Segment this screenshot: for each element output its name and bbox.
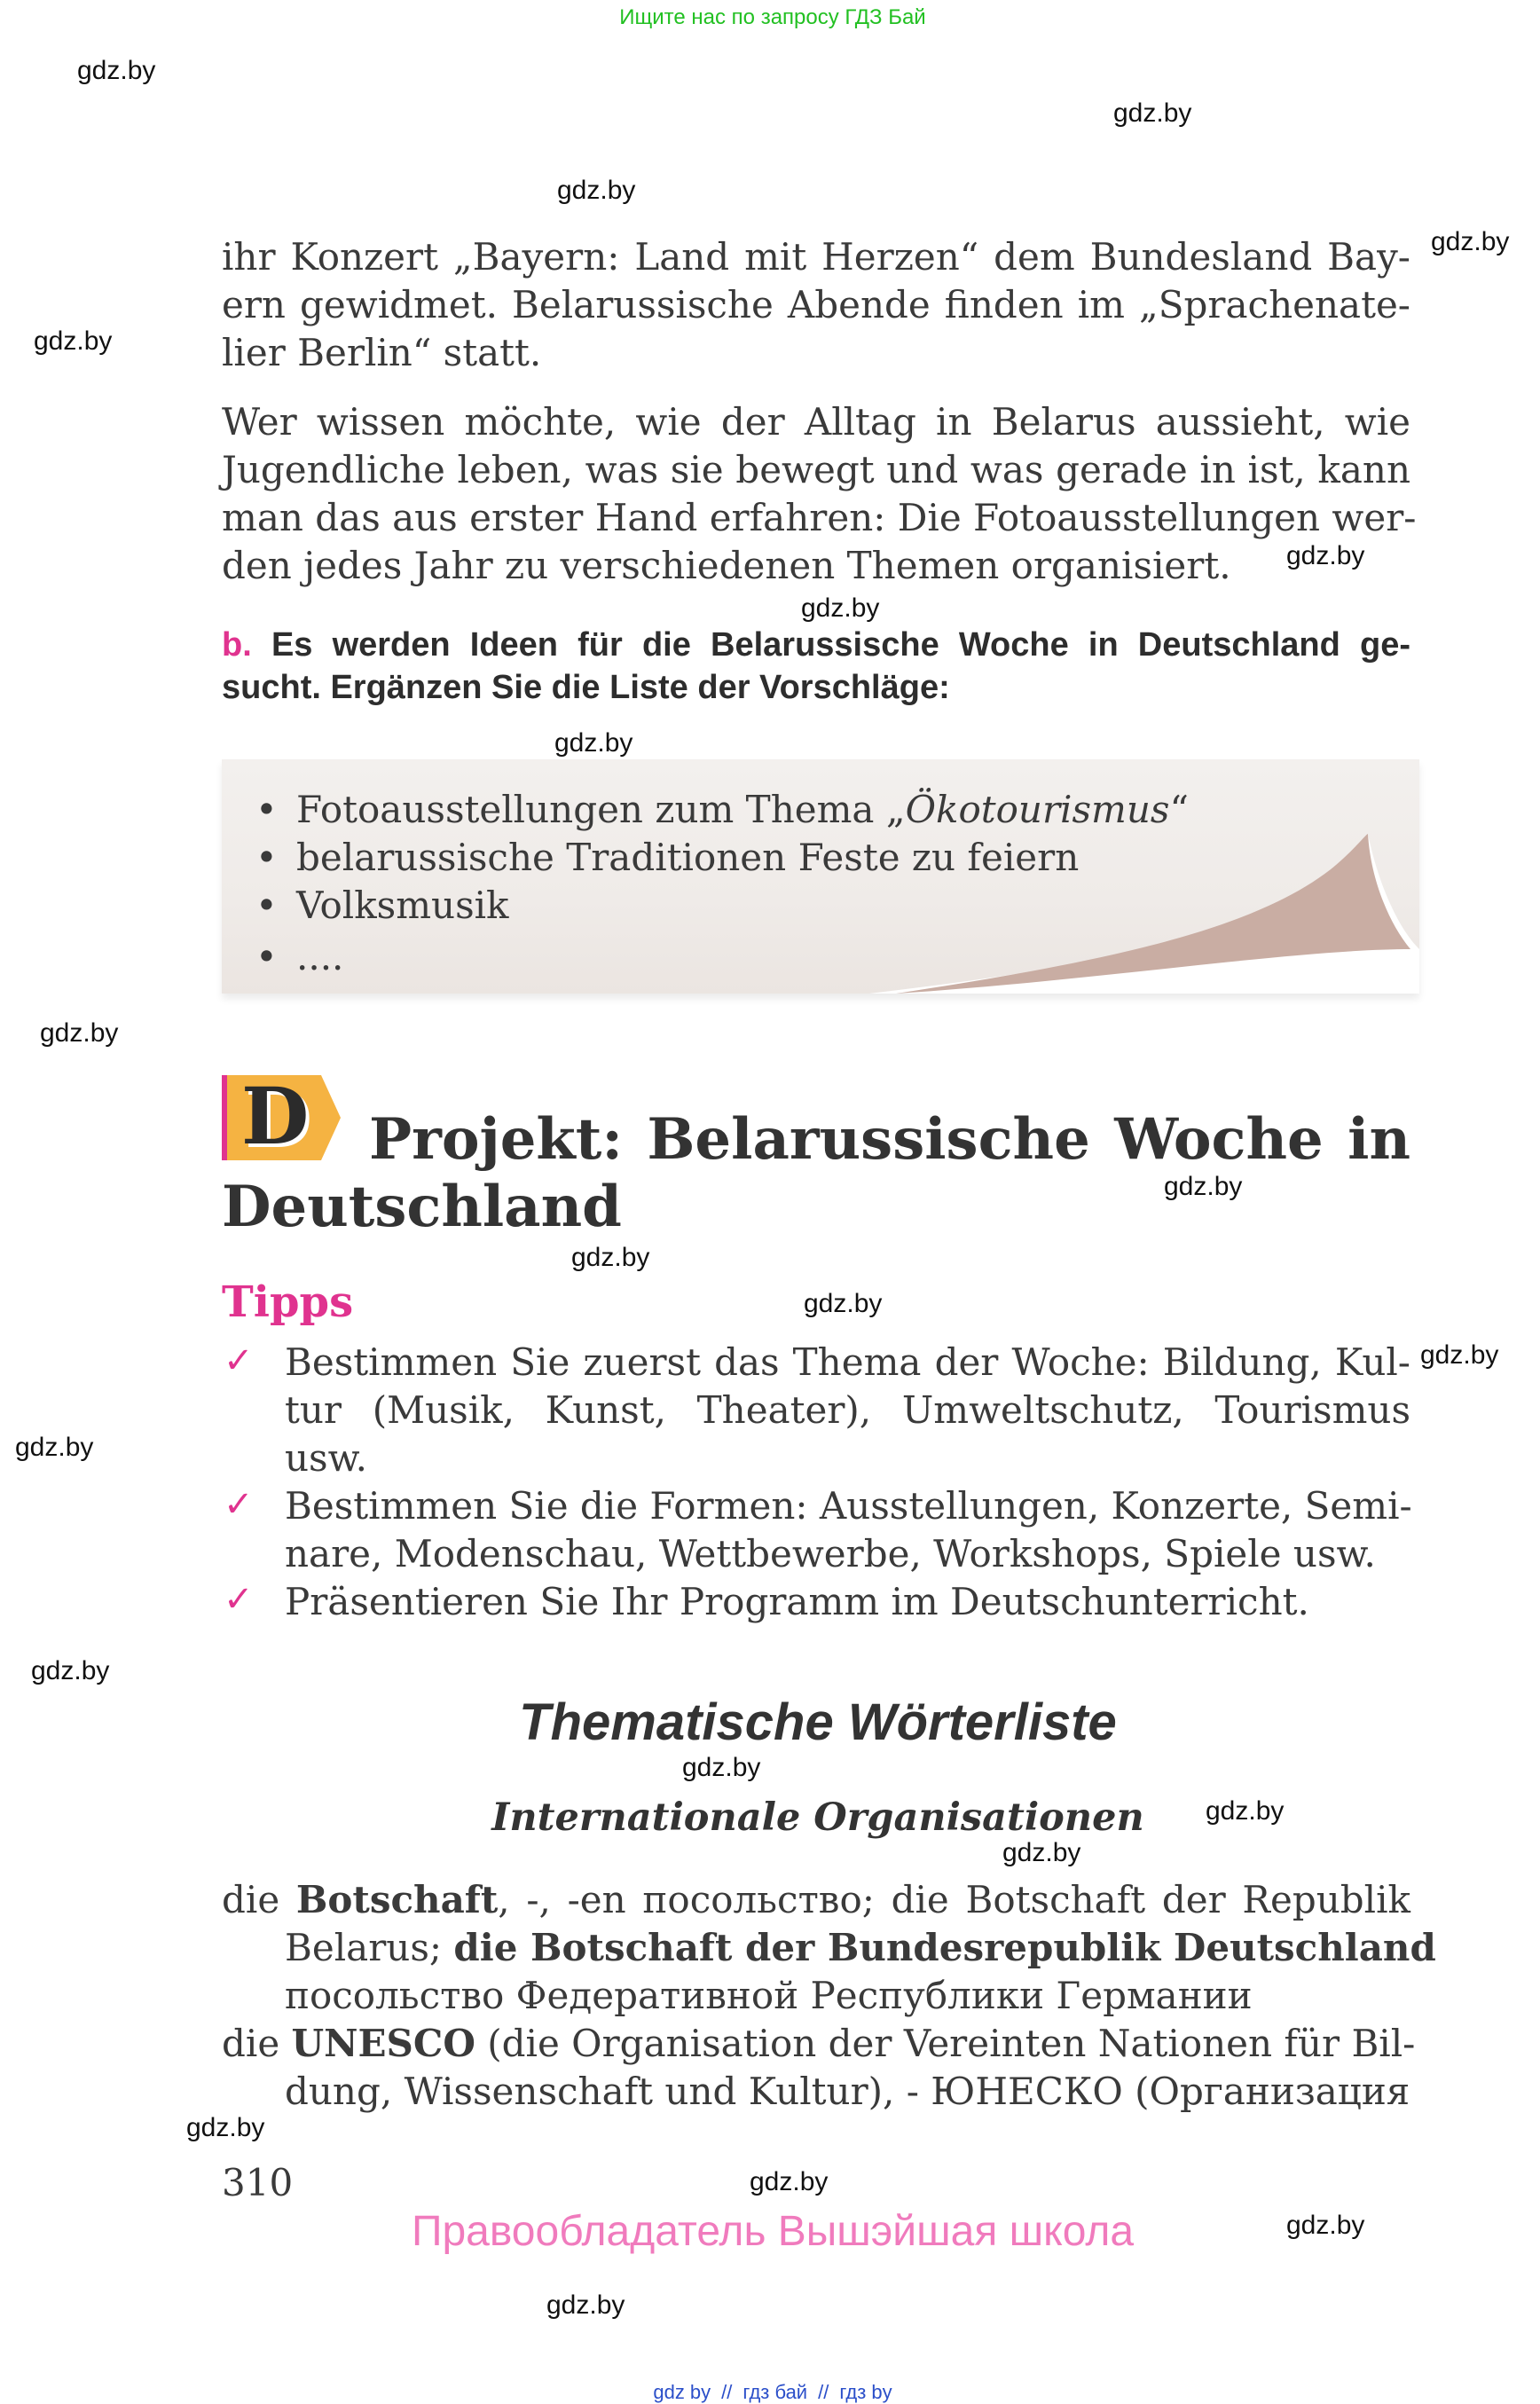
task-letter: b.	[222, 626, 252, 664]
text-segment: lier Berlin“ statt.	[222, 331, 542, 374]
watermark: gdz.by	[34, 326, 113, 356]
watermark: gdz.by	[15, 1433, 94, 1462]
watermark: gdz.by	[1206, 1796, 1285, 1826]
text-line	[285, 1924, 1436, 1972]
task-b-line-2: sucht. Ergänzen Sie die Liste der Vorschläge:	[222, 669, 950, 706]
page-number: 310	[222, 2161, 294, 2204]
text-line	[222, 281, 1410, 329]
suggestion-item: • ....	[255, 935, 344, 978]
text-line	[285, 1482, 1410, 1530]
text-line	[222, 233, 1410, 281]
watermark: gdz.by	[1113, 98, 1192, 128]
watermark: gdz.by	[554, 728, 633, 758]
text-line	[222, 1876, 1410, 1924]
text-segment: man das aus erster Hand erfahren: Die Fotoausstellungen wer-	[222, 496, 1417, 539]
text-segment: Präsentieren Sie Ihr Programm im Deutschunterricht.	[285, 1580, 1309, 1623]
text-line	[285, 1339, 1410, 1387]
text-segment: , -, -en посольство; die Botschaft der Republik	[498, 1878, 1410, 1921]
footer-links	[0, 2381, 1540, 2404]
text-line	[285, 1434, 1410, 1482]
section-title: Projekt: Belarussische Woche in	[369, 1106, 1410, 1173]
text-segment: Belarus;	[285, 1926, 454, 1969]
text-line	[222, 494, 1417, 542]
watermark: gdz.by	[1286, 2211, 1365, 2240]
watermark: gdz.by	[186, 2113, 265, 2142]
text-line	[285, 1530, 1410, 1578]
text-segment: Bestimmen Sie zuerst das Thema der Woche: Bildung, Kul-	[285, 1340, 1410, 1384]
tipps-heading: Tipps	[222, 1277, 354, 1327]
text-segment: dung, Wissenschaft und Kultur), - ЮНЕСКО (Организация	[285, 2070, 1410, 2113]
watermark: gdz.by	[557, 176, 636, 205]
watermark: gdz.by	[1431, 227, 1510, 256]
section-title-line-2: Deutschland	[222, 1174, 622, 1240]
watermark: gdz.by	[682, 1753, 761, 1782]
badge-letter: D	[241, 1070, 310, 1162]
text-line	[285, 1972, 1410, 2020]
watermark: gdz.by	[750, 2167, 829, 2196]
watermark: gdz.by	[1002, 1838, 1081, 1867]
suggestion-item: • Fotoausstellungen zum Thema „Ökotourismus“	[255, 788, 1189, 831]
task-text: Es werden Ideen für die Belarussische Woche in Deutschland ge-	[271, 626, 1410, 664]
search-hint-link[interactable]: Ищите нас по запросу ГДЗ Бай	[619, 5, 926, 29]
suggestion-item: • belarussische Traditionen Feste zu feiern	[255, 836, 1080, 879]
footer-link[interactable]: гдз by	[839, 2381, 892, 2403]
task-b-line-1	[222, 625, 1410, 665]
watermark: gdz.by	[801, 593, 880, 623]
section-d-badge	[222, 1070, 341, 1162]
rights-holder: Правообладатель Вышэйшая школа	[411, 2208, 1135, 2255]
text-line	[222, 542, 1410, 590]
watermark: gdz.by	[804, 1289, 883, 1318]
watermark: gdz.by	[1420, 1340, 1499, 1370]
text-segment: (die Organisation der Vereinten Nationen für Bil-	[475, 2022, 1416, 2065]
wordlist-subtitle: Internationale Organisationen	[491, 1795, 1144, 1840]
headword: UNESCO	[291, 2022, 475, 2065]
watermark: gdz.by	[77, 56, 156, 85]
text-line	[222, 446, 1410, 494]
suggestion-note	[222, 759, 1419, 994]
text-line	[222, 2020, 1416, 2068]
text-line	[285, 1387, 1410, 1434]
watermark: gdz.by	[546, 2290, 625, 2320]
separator: //	[818, 2381, 829, 2403]
text-segment: die	[222, 2022, 292, 2065]
text-line	[285, 1578, 1410, 1626]
text-segment: nare, Modenschau, Wettbewerbe, Workshops, Spiele usw.	[285, 1532, 1376, 1575]
text-segment: Wer wissen möchte, wie der Alltag in Belarus aussieht, wie	[222, 400, 1410, 444]
text-segment: den jedes Jahr zu verschiedenen Themen organisiert.	[222, 544, 1231, 587]
watermark: gdz.by	[31, 1656, 110, 1685]
text-segment: посольство Федеративной Республики Германии	[285, 1974, 1253, 2017]
text-segment: Jugendliche leben, was sie bewegt und was gerade in ist, kann	[222, 448, 1410, 491]
wordlist-title: Thematische Wörterliste	[519, 1693, 1117, 1751]
footer-link[interactable]: гдз бай	[742, 2381, 808, 2403]
text-segment: ern gewidmet. Belarussische Abende finden im „Sprachenate-	[222, 283, 1410, 326]
separator: //	[721, 2381, 733, 2403]
watermark: gdz.by	[1164, 1172, 1243, 1201]
headword: Botschaft	[295, 1878, 499, 1921]
check-icon: ✓	[224, 1484, 254, 1525]
text-segment: usw.	[285, 1436, 367, 1480]
footer-link[interactable]: gdz by	[653, 2381, 711, 2403]
headword: die Botschaft der Bundesrepublik Deutschland	[453, 1926, 1436, 1969]
watermark: gdz.by	[1286, 541, 1365, 570]
text-segment: Bestimmen Sie die Formen: Ausstellungen, Konzerte, Semi-	[285, 1484, 1412, 1528]
text-line	[222, 329, 1410, 377]
suggestion-item: • Volksmusik	[255, 884, 509, 927]
watermark: gdz.by	[40, 1018, 119, 1048]
text-line	[222, 398, 1410, 446]
text-segment: die	[222, 1878, 296, 1921]
check-icon: ✓	[224, 1579, 254, 1620]
watermark: gdz.by	[571, 1243, 650, 1272]
text-segment: ihr Konzert „Bayern: Land mit Herzen“ dem Bundesland Bay-	[222, 235, 1410, 279]
check-icon: ✓	[224, 1340, 254, 1381]
text-line	[285, 2068, 1410, 2116]
text-segment: tur (Musik, Kunst, Theater), Umweltschutz, Tourismus	[285, 1388, 1410, 1432]
